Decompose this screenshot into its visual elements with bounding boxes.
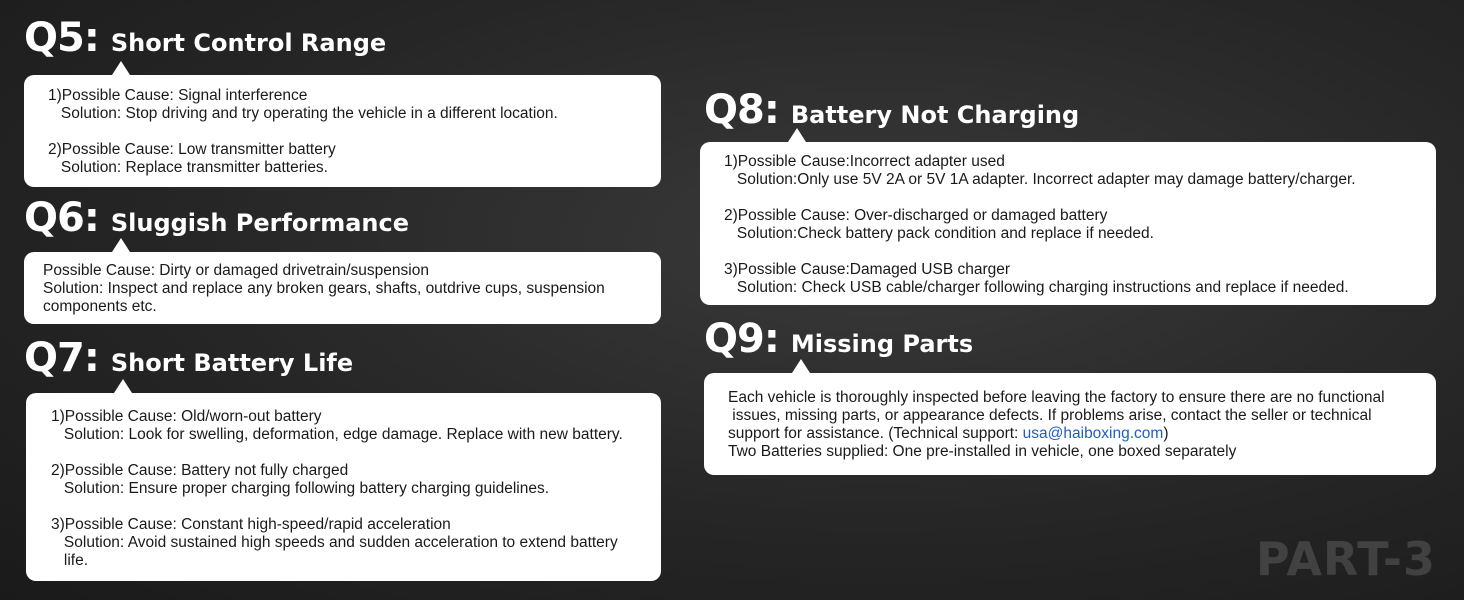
q7-heading [24, 335, 354, 381]
q7-cause-3: 3)Possible Cause: Constant high-speed/rapid acceleration [51, 516, 451, 533]
q8-heading [704, 87, 1080, 133]
q9-text-line-3 [728, 425, 1385, 443]
q9-heading [704, 316, 974, 362]
q9-title: Missing Parts [790, 330, 974, 358]
q9-text-line-2: issues, missing parts, or appearance defects. If problems arise, contact the seller or technical [728, 407, 1372, 424]
part-watermark: PART-3 [1255, 532, 1436, 586]
q6-cause: Possible Cause: Dirty or damaged drivetrain/suspension [43, 262, 429, 279]
q8-solution-2: Solution:Check battery pack condition and replace if needed. [724, 225, 1154, 242]
q5-cause-2: 2)Possible Cause: Low transmitter battery [48, 141, 336, 158]
q9-answer-box [704, 373, 1436, 475]
q8-cause-2: 2)Possible Cause: Over-discharged or damaged battery [724, 207, 1108, 224]
q7-solution-2: Solution: Ensure proper charging following battery charging guidelines. [51, 480, 550, 497]
q7-cause-2: 2)Possible Cause: Battery not fully charged [51, 462, 349, 479]
q7-title: Short Battery Life [110, 349, 354, 377]
q5-answer-box [24, 75, 661, 187]
q9-support-prefix: support for assistance. (Technical support: [728, 425, 1023, 442]
q5-number: Q5: [24, 15, 99, 61]
q7-solution-3-cont: life. [51, 552, 89, 569]
q9-text-line-1: Each vehicle is thoroughly inspected before leaving the factory to ensure there are no functional [728, 389, 1385, 406]
q5-title: Short Control Range [110, 29, 387, 57]
q6-answer-box [24, 252, 661, 324]
q7-solution-1: Solution: Look for swelling, deformation, edge damage. Replace with new battery. [51, 426, 623, 443]
q7-solution-3: Solution: Avoid sustained high speeds and sudden acceleration to extend battery [51, 534, 618, 551]
q7-number: Q7: [24, 335, 99, 381]
q7-cause-1: 1)Possible Cause: Old/worn-out battery [51, 408, 322, 425]
q8-title: Battery Not Charging [790, 101, 1080, 129]
q5-heading [24, 15, 387, 61]
q5-cause-1: 1)Possible Cause: Signal interference [48, 87, 308, 104]
q6-solution: Solution: Inspect and replace any broken gears, shafts, outdrive cups, suspension [43, 280, 605, 297]
support-email-link[interactable]: usa@haiboxing.com [1022, 425, 1164, 442]
q9-support-suffix: ) [1163, 425, 1169, 442]
q9-number: Q9: [704, 316, 779, 362]
q6-heading [24, 195, 410, 241]
q5-solution-2: Solution: Replace transmitter batteries. [48, 159, 328, 176]
q8-cause-3: 3)Possible Cause:Damaged USB charger [724, 261, 1011, 278]
q6-title: Sluggish Performance [110, 209, 410, 237]
q9-text-line-4: Two Batteries supplied: One pre-installed in vehicle, one boxed separately [728, 443, 1237, 460]
q8-solution-1: Solution:Only use 5V 2A or 5V 1A adapter. Incorrect adapter may damage battery/charger. [724, 171, 1356, 188]
q8-number: Q8: [704, 87, 779, 133]
q5-solution-1: Solution: Stop driving and try operating the vehicle in a different location. [48, 105, 558, 122]
q6-solution-cont: components etc. [43, 298, 157, 315]
q6-number: Q6: [24, 195, 99, 241]
q8-answer-box [700, 142, 1436, 305]
q8-solution-3: Solution: Check USB cable/charger following charging instructions and replace if needed. [724, 279, 1349, 296]
q7-answer-box [26, 393, 661, 581]
q8-cause-1: 1)Possible Cause:Incorrect adapter used [724, 153, 1005, 170]
